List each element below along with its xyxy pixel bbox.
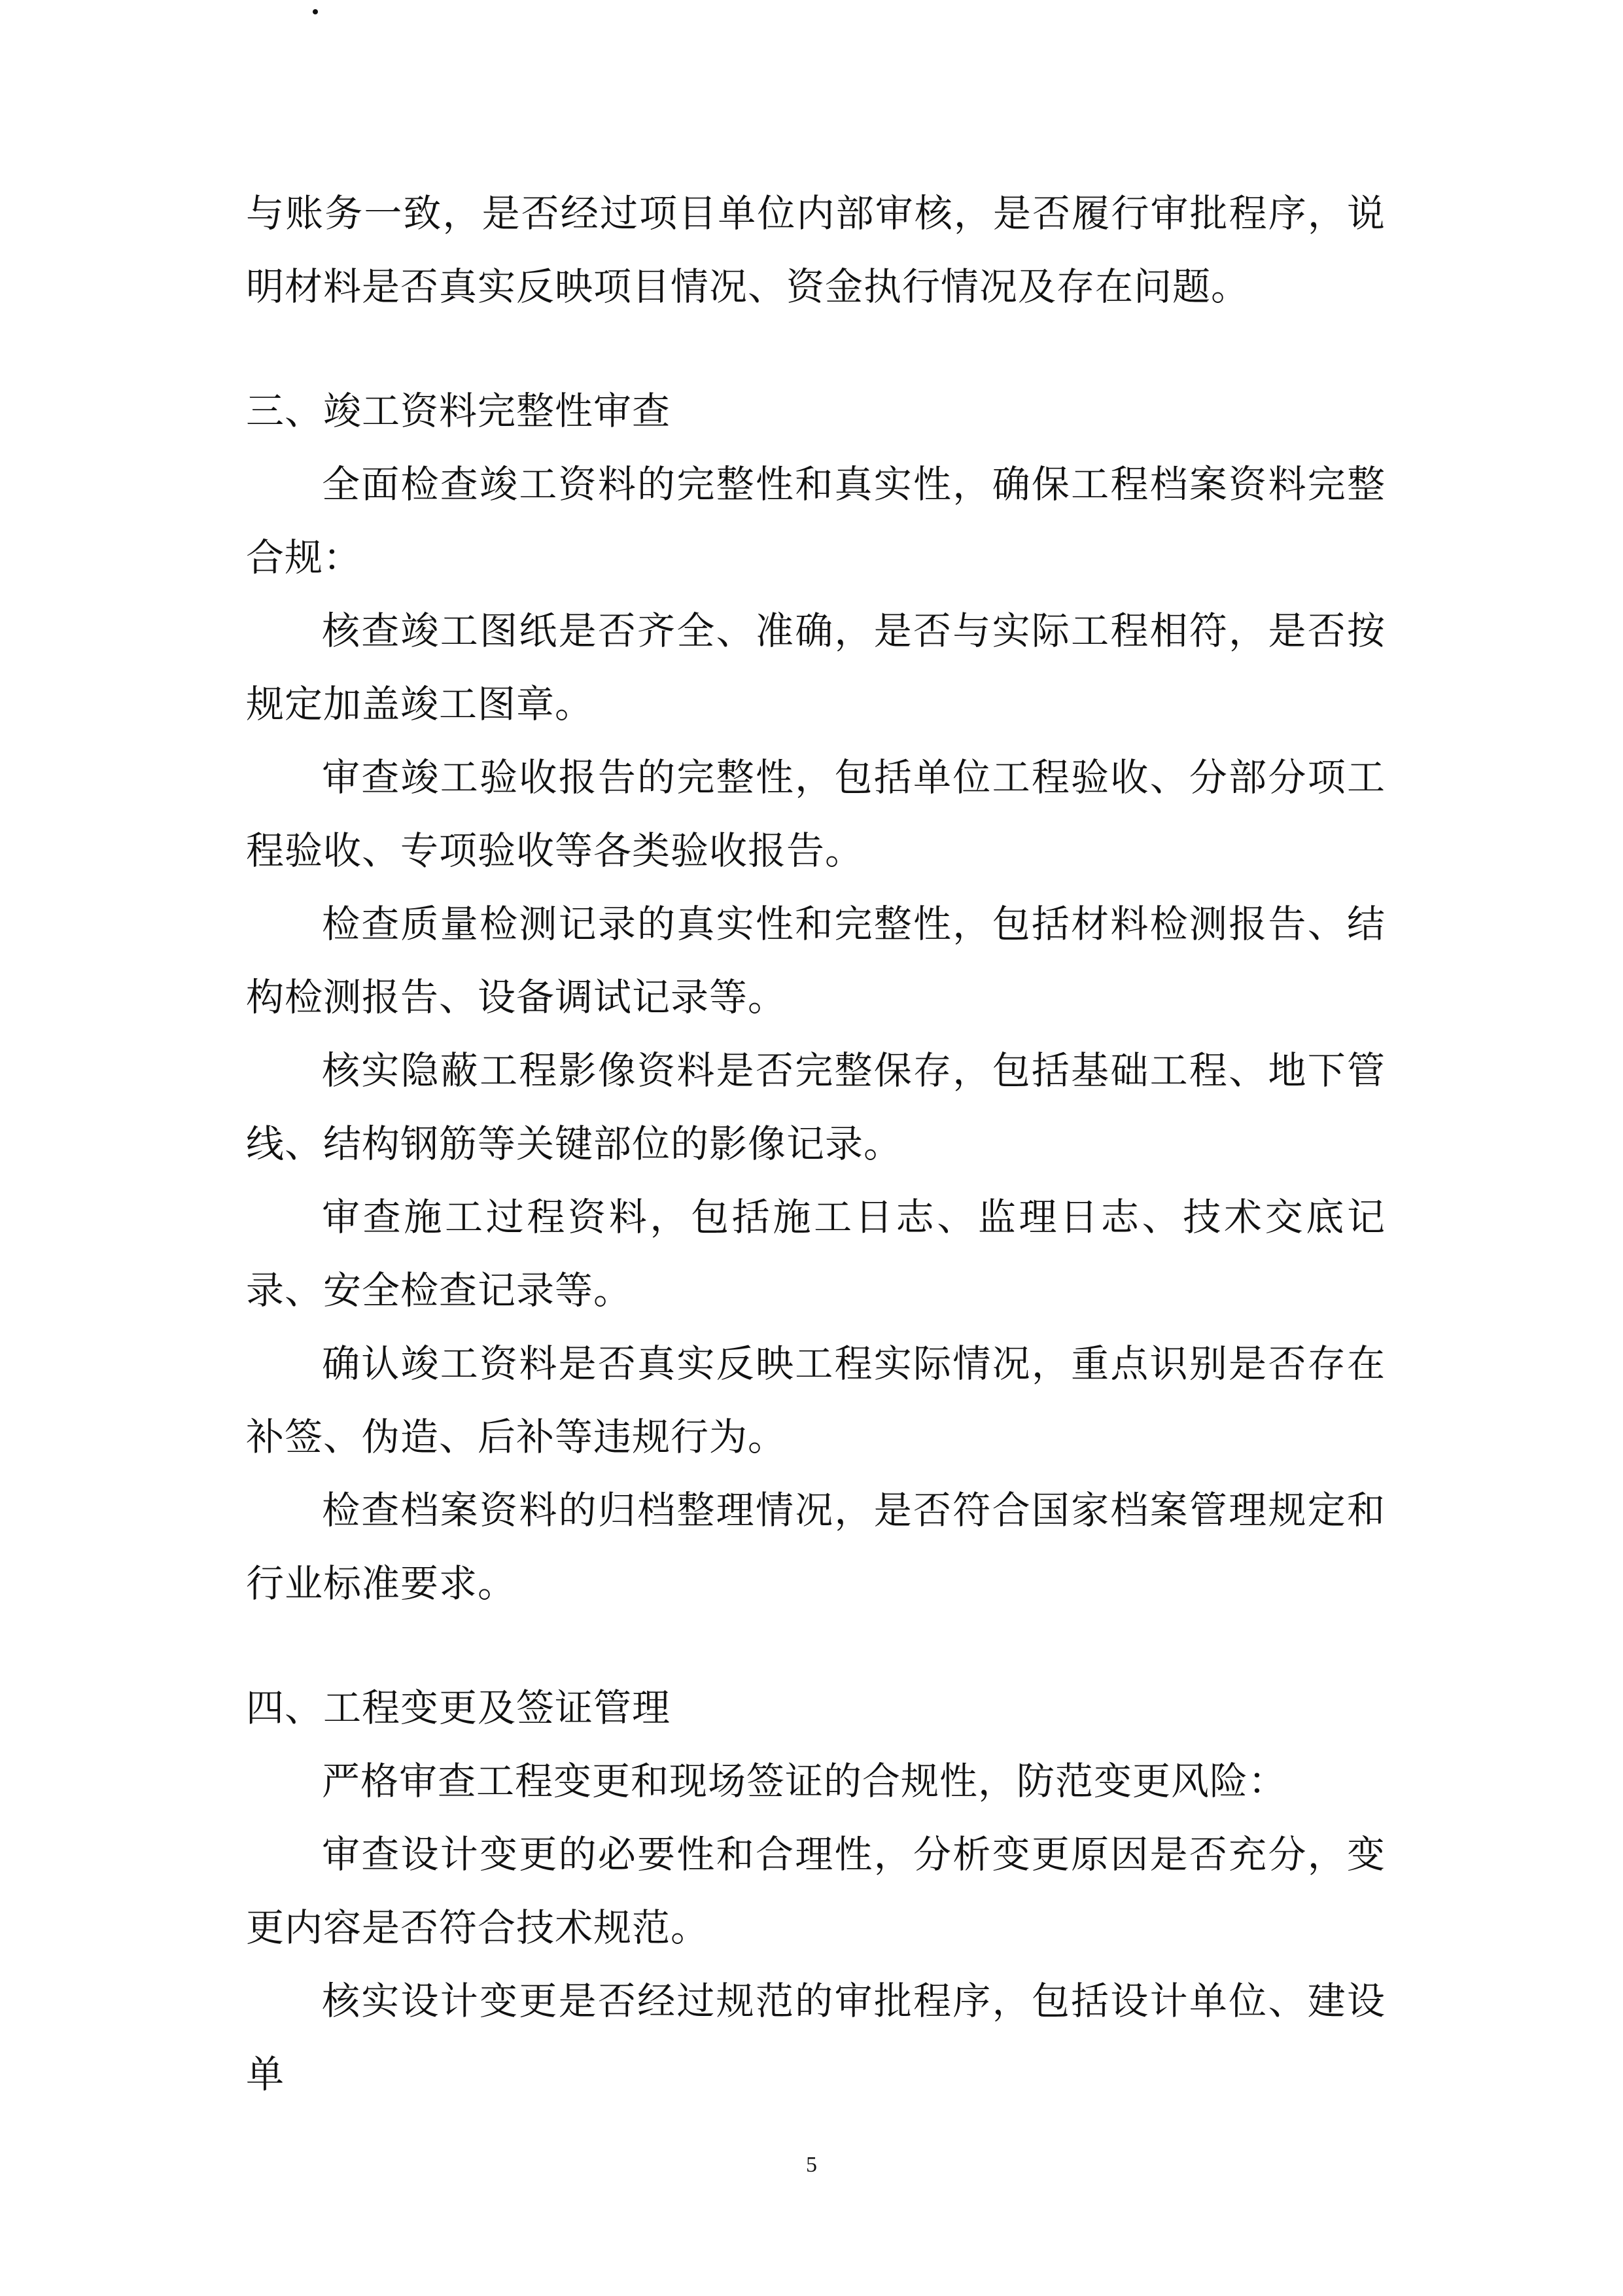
- section-3-intro: 全面检查竣工资料的完整性和真实性，确保工程档案资料完整合规：: [246, 462, 1386, 580]
- section-3-item: 审查施工过程资料，包括施工日志、监理日志、技术交底记录、安全检查记录等。: [246, 1195, 1386, 1313]
- header-dot: [313, 9, 318, 14]
- section-4-item: 审查设计变更的必要性和合理性，分析变更原因是否充分，变更内容是否符合技术规范。: [246, 1832, 1386, 1950]
- document-body: [246, 177, 1386, 2111]
- section-3-item: 核查竣工图纸是否齐全、准确，是否与实际工程相符，是否按规定加盖竣工图章。: [246, 609, 1386, 726]
- section-4-heading: 四、工程变更及签证管理: [246, 1686, 671, 1730]
- section-3-item: 检查质量检测记录的真实性和完整性，包括材料检测报告、结构检测报告、设备调试记录等。: [246, 902, 1386, 1019]
- continuation-paragraph: 与账务一致，是否经过项目单位内部审核，是否履行审批程序，说明材料是否真实反映项目情况、资金执行情况及存在问题。: [246, 191, 1386, 309]
- section-4-intro: 严格审查工程变更和现场签证的合规性，防范变更风险：: [322, 1759, 1287, 1803]
- section-3-item: 核实隐蔽工程影像资料是否完整保存，包括基础工程、地下管线、结构钢筋等关键部位的影像记录。: [246, 1048, 1386, 1166]
- section-3-heading: 三、竣工资料完整性审查: [246, 389, 671, 433]
- section-3-item: 审查竣工验收报告的完整性，包括单位工程验收、分部分项工程验收、专项验收等各类验收报告。: [246, 755, 1386, 873]
- page-number: 5: [806, 2153, 817, 2177]
- section-3-item: 检查档案资料的归档整理情况，是否符合国家档案管理规定和行业标准要求。: [246, 1488, 1386, 1606]
- section-4-item: 核实设计变更是否经过规范的审批程序，包括设计单位、建设单: [246, 1979, 1386, 2096]
- section-3-item: 确认竣工资料是否真实反映工程实际情况，重点识别是否存在补签、伪造、后补等违规行为。: [246, 1341, 1386, 1459]
